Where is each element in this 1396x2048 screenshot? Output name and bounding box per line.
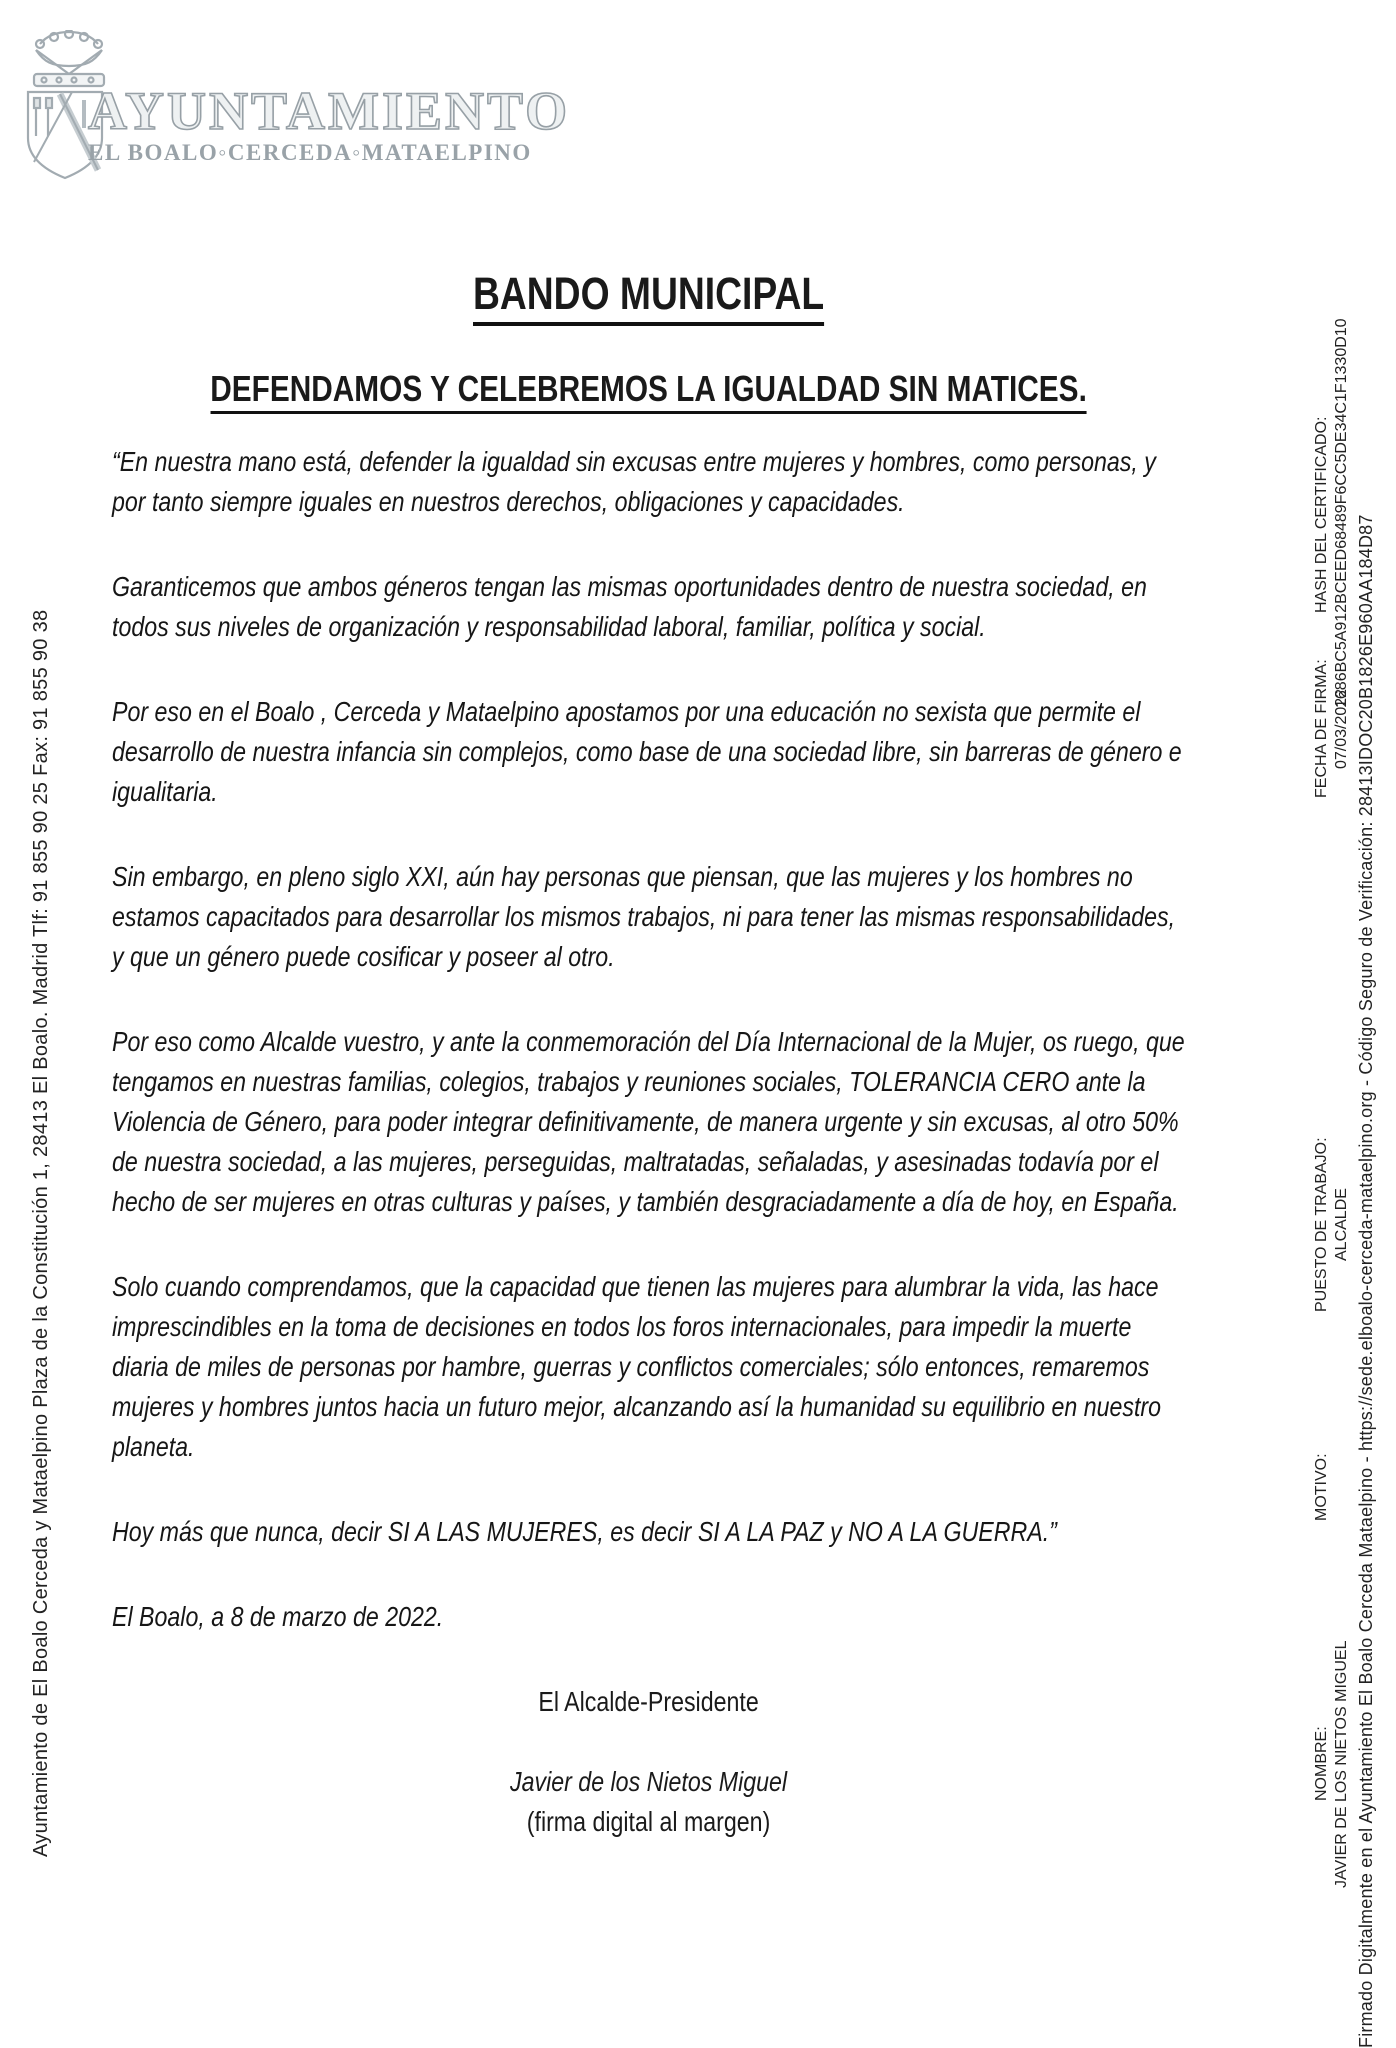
- document-paragraph: Sin embargo, en pleno siglo XXI, aún hay personas que piensan, que las mujeres y los hombres no estamos capacitados para desarrollar los mismos trabajos, ni para tener las mismas responsabilidades, y que un género puede cosificar y poseer al otro.: [112, 861, 1176, 972]
- digital-signature-line: Firmado Digitalmente en el Ayuntamiento El Boalo Cerceda Mataelpino - https://sede.elboalo-cerceda-mataelpino.org - Código Seguro de Verificación: 28413IDOC20B1826E960AA184D87: [1356, 514, 1376, 2048]
- document-paragraph: Por eso como Alcalde vuestro, y ante la conmemoración del Día Internacional de la Mujer, os ruego, que tengamos en nuestras familias, colegios, trabajos y reuniones sociales, TOLERANCIA CERO ante la Violencia de Género, para poder integrar definitivamente, de manera urgente y sin excusas, al otro 50% de nuestra sociedad, a las mujeres, perseguidas, maltratadas, señaladas, y asesinadas todavía por el hecho de ser mujeres en otras culturas y países, y también desgraciadamente a día de hoy, en España.: [112, 1026, 1185, 1217]
- left-margin-address-text: Ayuntamiento de El Boalo Cerceda y Mataelpino Plaza de la Constitución 1, 28413 El Boalo. Madrid Tlf: 91 855 90 25 Fax: 91 855 90 38: [30, 609, 52, 1857]
- certificate-metadata-column: [1312, 0, 1358, 2048]
- document-paragraph: Por eso en el Boalo , Cerceda y Mataelpino apostamos por una educación no sexista que permite el desarrollo de nuestra infancia sin complejos, como base de una sociedad libre, sin barreras de género e igualitaria.: [112, 696, 1182, 807]
- certificate-field-label: PUESTO DE TRABAJO:: [1313, 1137, 1330, 1313]
- document-paragraph: El Boalo, a 8 de marzo de 2022.: [112, 1601, 444, 1632]
- paragraph-list: [112, 442, 1185, 1637]
- certificate-field: [1312, 648, 1356, 810]
- document-body: [112, 268, 1185, 1842]
- certificate-field-value: JAVIER DE LOS NIETOS MIGUEL: [1333, 1640, 1350, 1888]
- certificate-field-label: MOTIVO:: [1313, 1453, 1330, 1522]
- closing-signer-name: Javier de los Nietos Miguel: [510, 1766, 788, 1797]
- certificate-field-value: 1686BC5A912BCEED68489F6CC5DE34C1F1330D10: [1333, 318, 1350, 708]
- certificate-field-label: HASH DEL CERTIFICADO:: [1313, 416, 1330, 614]
- document-paragraph: “En nuestra mano está, defender la igualdad sin excusas entre mujeres y hombres, como personas, y por tanto siempre iguales en nuestros derechos, obligaciones y capacidades.: [112, 446, 1156, 517]
- document-title: [112, 268, 1185, 320]
- certificate-field: [1312, 1116, 1356, 1334]
- closing-signature-note: (firma digital al margen): [526, 1806, 771, 1837]
- document-subtitle-text: DEFENDAMOS Y CELEBREMOS LA IGUALDAD SIN MATICES.: [210, 368, 1087, 414]
- document-title-text: BANDO MUNICIPAL: [473, 268, 824, 326]
- certificate-field-label: FECHA DE FIRMA:: [1313, 659, 1330, 799]
- document-paragraph: Hoy más que nunca, decir SI A LAS MUJERES, es decir SI A LA PAZ y NO A LA GUERRA.”: [112, 1516, 1057, 1547]
- document-paragraph: Garanticemos que ambos géneros tengan las mismas oportunidades dentro de nuestra sociedad, en todos sus niveles de organización y responsabilidad laboral, familiar, política y social.: [112, 571, 1147, 642]
- document-paragraph: Solo cuando comprendamos, que la capacidad que tienen las mujeres para alumbrar la vida, las hace imprescindibles en la toma de decisiones en todos los foros internacionales, para impedir la muerte diaria de miles de personas por hambre, guerras y conflictos comerciales; sólo entonces, remaremos mujeres y hombres juntos hacia un futuro mejor, alcanzando así la humanidad su equilibrio en nuestro planeta.: [112, 1271, 1162, 1462]
- certificate-field: [1312, 1618, 1356, 1910]
- certificate-field-value: 07/03/2022: [1333, 688, 1350, 770]
- certificate-field-value: ALCALDE: [1333, 1188, 1350, 1262]
- document-subtitle: [112, 368, 1185, 410]
- logo-municipalities: EL BOALO◦CERCEDA◦MATAELPINO: [88, 140, 532, 165]
- certificate-field-label: NOMBRE:: [1313, 1726, 1330, 1802]
- certificate-field: [1312, 1440, 1356, 1535]
- logo-org-name: AYUNTAMIENTO: [88, 81, 571, 141]
- closing-role: El Alcalde-Presidente: [538, 1686, 759, 1717]
